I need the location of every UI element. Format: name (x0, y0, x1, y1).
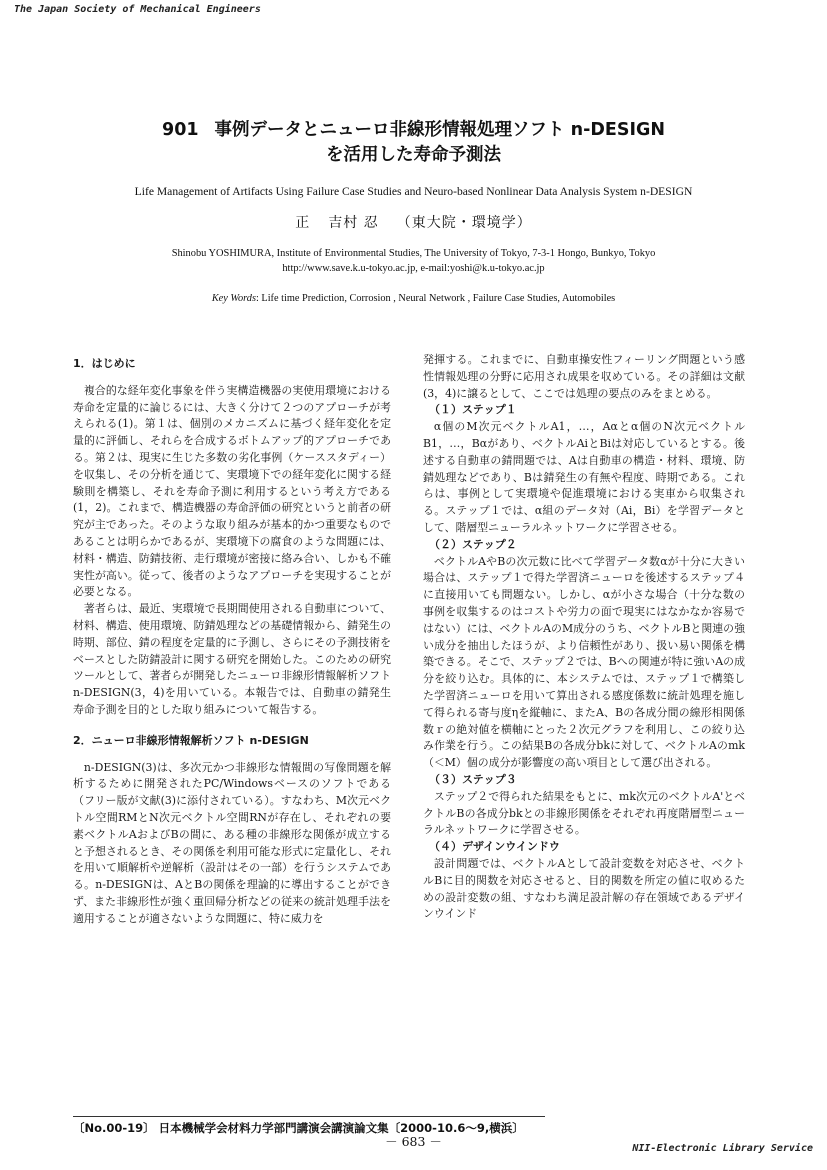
keywords-list: : Life time Prediction, Corrosion , Neural Network , Failure Case Studies, Automobiles (255, 293, 616, 304)
paper-number: 901 (162, 120, 199, 140)
proceedings-reference: 〔No.00-19〕 日本機械学会材料力学部門講演会講演論文集〔2000-10.6～9,横浜〕 (73, 1121, 524, 1135)
keywords-label: Key Words (211, 293, 256, 304)
step-2-paragraph: ベクトルAやBの次元数に比べて学習データ数αが十分に大きい場合は、ステップ１で得た学習済ニューロを後述するステップ４に直接用いても問題ない。しかし、αが小さな場合（十分な数の事例を収集するのはコストや労力の面で現実にはなかなか容易ではない）には、ベクトルAのM成分のうち、ベクトルBと関連の強い成分を抽出したほうが、より信頼性があり、扱い易い関係を構築できる。そこで、ステップ２では、Bへの関連が特に強いAの成分を絞り込む。具体的に、本システムでは、ステップ１で構築した学習済ニューロを用いて算出される感度係数に統計処理を施して得られる寄与度ηを縦軸に、またA、Bの各成分間の線形相関係数ｒの絶対値を横軸にとった２次元グラフを利用し、この絞り込み作業を行う。この結果Bの各成分bkに対して、ベクトルAのmk（＜M）個の成分が影響度の高い項目として選び出される。 (423, 554, 745, 770)
section-1-paragraph-2: 著者らは、最近、実環境で長期間使用される自動車について、材料、構造、使用環境、防錆処理などの基礎情報から、錆発生の時期、部位、錆の程度を定量的に予測し、さらにその予測技術をベースとした防錆設計に関する研究を開始した。このための研究ツールとして、著者らが開発したニューロ非線形情報解析ソフト n-DESIGN(3，4)を用いている。本報告では、自動車の錆発生寿命予測を目的とした取り組みについて報告する。 (73, 602, 391, 716)
author-japanese (0, 212, 827, 232)
author-grade: 正 (295, 215, 311, 231)
section-2-heading: 2．ニューロ非線形情報解析ソフト n-DESIGN (73, 733, 309, 747)
paper-title-line2: を活用した寿命予測法 (326, 145, 501, 165)
author-affiliation: （東大院・環境学） (396, 215, 532, 231)
author-name: 吉村 忍 (328, 215, 379, 231)
society-header: The Japan Society of Mechanical Engineers (14, 4, 261, 15)
section-1-heading: 1．はじめに (73, 357, 136, 370)
author-english-line1: Shinobu YOSHIMURA, Institute of Environmental Studies, The University of Tokyo, 7-3-1 Hongo, Bunkyo, Tokyo (171, 248, 656, 259)
paper-title-line1: 事例データとニューロ非線形情報処理ソフト n-DESIGN (214, 120, 665, 140)
right-column (423, 352, 745, 923)
left-column (73, 352, 391, 928)
author-url-email: http://www.save.k.u-tokyo.ac.jp, e-mail:yoshi@k.u-tokyo.ac.jp (282, 263, 545, 274)
author-english (0, 246, 827, 276)
step-4-heading: （４）デザインウインドウ (429, 840, 560, 854)
step-2-heading: （２）ステップ２ (429, 537, 517, 551)
step-1-paragraph: α個のM次元ベクトルA1，…，Aαとα個のN次元ベクトルB1，…，Bαがあり、ベクトルAiとBiは対応しているとする。後述する自動車の錆問題では、Aは自動車の構造・材料、環境、防錆処理などであり、Bは錆発生の有無や程度、時期である。これらは、事例として実環境や促進環境における実車から収集される。ステップ１では、α組のデータ対（Ai，Bi）を学習データとして、階層型ニューラルネットワークに学習させる。 (423, 420, 745, 534)
section-2-paragraph-1: n-DESIGN(3)は、多次元かつ非線形な情報間の写像問題を解析するために開発されたPC/Windowsベースのソフトである（フリー版が文献(3)に添付されている）。すなわち、M次元ベクトル空間RMとN次元ベクトル空間RNが存在し、それぞれの要素ベクトルAおよびBの間に、ある種の非線形な関係が成立すると予想されるとき、その関係を利用可能な形式に定量化し、それを用いて順解析や逆解析（設計はその一部）を行うシステムである。n-DESIGNは、AとBの関係を理論的に導出することができず、また非線形性が強く重回帰分析などの従来の統計処理手法を適用することが適さないような問題に、特に威力を (73, 760, 391, 925)
paper-title (0, 118, 827, 143)
step-3-paragraph: ステップ２で得られた結果をもとに、mk次元のベクトルA'とベクトルBの各成分bkとの非線形関係をそれぞれ再度階層型ニューラルネットワークに学習させる。 (423, 789, 745, 837)
footer-divider (73, 1116, 545, 1117)
title-block (0, 118, 827, 304)
page-number: － 683 － (385, 1134, 442, 1149)
step-1-heading: （１）ステップ１ (429, 403, 517, 417)
nii-footer: NII-Electronic Library Service (632, 1143, 813, 1154)
step-3-heading: （３）ステップ３ (429, 772, 517, 786)
keywords (0, 293, 827, 304)
section-1-paragraph-1: 複合的な経年変化事象を伴う実構造機器の実使用環境における寿命を定量的に論じるには、大きく分けて２つのアプローチが考えられる(1)。第１は、個別のメカニズムに基づく経年変化を定量的に評価し、それらを合成するボトムアップ的アプローチである。第２は、現実に生じた多数の劣化事例（ケーススタディー）を収集し、その分析を通じて、実環境下での経年変化に関する経験則を構築し、それを寿命予測に利用するという考え方である(1，2)。これまで、構造機器の寿命評価の研究というと前者の研究が主であった。そのような取り組みが基本的かつ重要なものであることは明らかであるが、実環境下の腐食のような問題には、材料・構造、防錆技術、走行環境が密接に絡み合い、しかも不確実性が高い。従って、後者のようなアプローチを実現することが必要となる。 (73, 383, 391, 599)
step-4-paragraph: 設計問題では、ベクトルAとして設計変数を対応させ、ベクトルBに目的関数を対応させると、目的関数を所定の値に収めるための設計変数の組、すなわち満足設計解の存在領域であるデザインウインド (423, 856, 745, 921)
paper-title-english: Life Management of Artifacts Using Failure Case Studies and Neuro-based Nonlinear Data Analysis System n-DESIGN (134, 185, 693, 198)
right-paragraph-1: 発揮する。これまでに、自動車操安性フィーリング問題という感性情報処理の分野に応用され成果を収めている。その詳細は文献(3，4)に譲るとして、ここでは処理の要点のみをまとめる。 (423, 353, 745, 400)
